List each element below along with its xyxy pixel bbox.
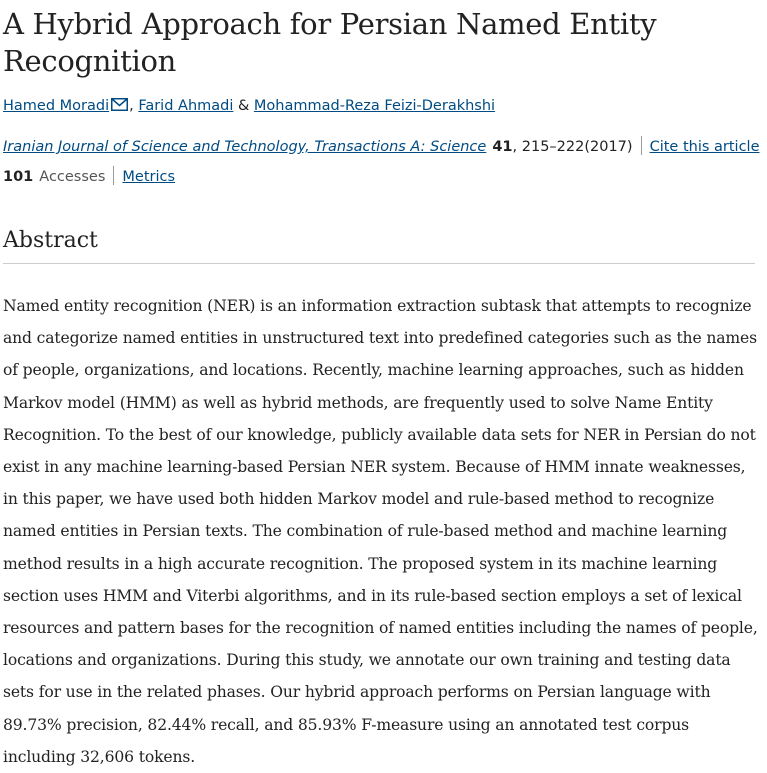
author-link-farid-ahmadi[interactable]: Farid Ahmadi <box>138 98 234 114</box>
article-title: A Hybrid Approach for Persian Named Entity Recognition <box>3 7 657 78</box>
author-link-hamed-moradi[interactable]: Hamed Moradi <box>3 98 110 114</box>
mail-icon[interactable] <box>111 97 128 117</box>
accesses-count: 101 <box>3 169 34 185</box>
section-divider <box>3 263 755 264</box>
citation-line <box>3 136 760 157</box>
journal-volume: 41 <box>492 139 513 155</box>
author-link-mohammad-reza-feizi-derakhshi[interactable]: Mohammad-Reza Feizi-Derakhshi <box>253 98 496 114</box>
abstract-heading: Abstract <box>3 228 98 253</box>
metrics-link[interactable]: Metrics <box>122 169 176 185</box>
author-separator-comma: , <box>129 98 134 114</box>
accesses-label: Accesses <box>39 169 106 185</box>
divider <box>641 136 642 155</box>
journal-link[interactable]: Iranian Journal of Science and Technology, Transactions A: Science <box>3 139 487 155</box>
journal-pages-year: , 215–222(2017) <box>512 139 633 155</box>
author-separator-amp: & <box>238 98 250 114</box>
cite-this-article-link[interactable]: Cite this article <box>649 139 760 155</box>
divider <box>113 166 114 185</box>
author-list <box>3 96 495 117</box>
abstract-text: Named entity recognition (NER) is an information extraction subtask that attempts to recognize and categorize named entities in unstructured text into predefined categories such as the names of people, organizations, and locations. Recently, machine learning approaches, such as hidden Markov model (HMM) as well as hybrid methods, are frequently used to solve Name Entity Recognition. To the best of our knowledge, publicly available data sets for NER in Persian do not exist in any machine learning-based Persian NER system. Because of HMM innate weaknesses, in this paper, we have used both hidden Markov model and rule-based method to recognize named entities in Persian texts. The combination of rule-based method and machine learning method results in a high accurate recognition. The proposed system in its machine learning section uses HMM and Viterbi algorithms, and in its rule-based section employs a set of lexical resources and pattern bases for the recognition of named entities including the names of people, locations and organizations. During this study, we annotate our own training and testing data sets for use in the related phases. Our hybrid approach performs on Persian language with 89.73% precision, 82.44% recall, and 85.93% F-measure using an annotated test corpus including 32,606 tokens. <box>3 297 758 766</box>
metrics-line <box>3 166 175 187</box>
